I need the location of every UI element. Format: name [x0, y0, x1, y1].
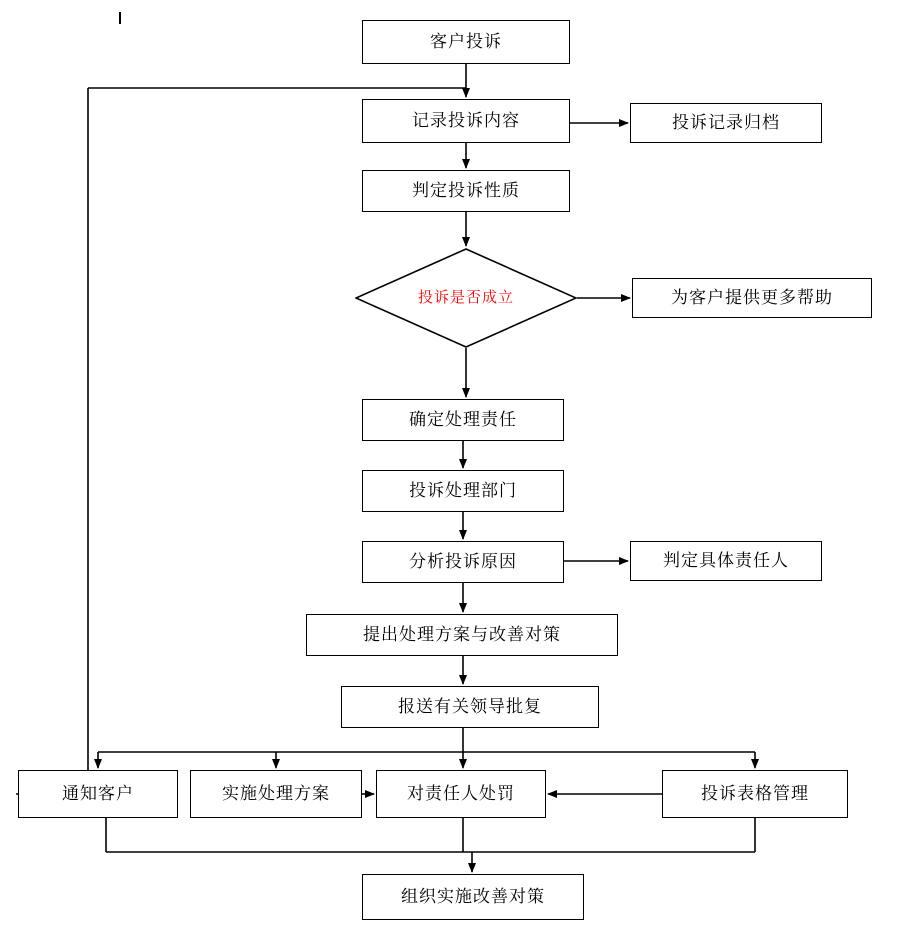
node-label: 提出处理方案与改善对策	[363, 625, 561, 645]
node-label: 组织实施改善对策	[401, 887, 545, 907]
node-label: 通知客户	[62, 784, 134, 804]
node-label: 客户投诉	[430, 32, 502, 52]
node-complaint-handling-department[interactable]	[362, 470, 564, 512]
node-complaint-form-management[interactable]	[662, 770, 848, 818]
node-label: 实施处理方案	[222, 784, 330, 804]
node-label: 记录投诉内容	[412, 111, 520, 131]
node-customer-complaint[interactable]	[362, 20, 570, 64]
node-identify-responsible-person[interactable]	[630, 541, 822, 581]
decision-label-wrap	[355, 248, 577, 348]
node-implement-solution[interactable]	[190, 770, 362, 818]
node-archive-complaint-record[interactable]	[630, 103, 822, 143]
node-propose-solution-and-improvement[interactable]	[306, 614, 618, 656]
node-is-complaint-valid[interactable]	[355, 248, 577, 348]
node-label: 判定具体责任人	[663, 551, 789, 571]
node-penalize-responsible-person[interactable]	[376, 770, 546, 818]
node-label: 报送有关领导批复	[398, 697, 542, 717]
node-label: 为客户提供更多帮助	[671, 288, 833, 308]
node-offer-more-help[interactable]	[632, 278, 872, 318]
node-notify-customer[interactable]	[18, 770, 178, 818]
node-determine-complaint-nature[interactable]	[362, 170, 570, 212]
node-submit-to-leadership[interactable]	[341, 686, 599, 728]
node-label: 判定投诉性质	[412, 181, 520, 201]
node-label: 对责任人处罚	[407, 784, 515, 804]
node-label: 投诉表格管理	[701, 784, 809, 804]
page-mark	[119, 12, 121, 24]
node-record-complaint[interactable]	[362, 99, 570, 143]
node-label: 确定处理责任	[409, 410, 517, 430]
node-confirm-responsibility[interactable]	[362, 399, 564, 441]
node-label: 分析投诉原因	[409, 552, 517, 572]
node-label: 投诉是否成立	[417, 289, 514, 307]
node-label: 投诉记录归档	[672, 113, 780, 133]
node-analyze-complaint-cause[interactable]	[362, 541, 564, 583]
node-label: 投诉处理部门	[409, 481, 517, 501]
node-organize-improvement-measures[interactable]	[362, 874, 584, 920]
